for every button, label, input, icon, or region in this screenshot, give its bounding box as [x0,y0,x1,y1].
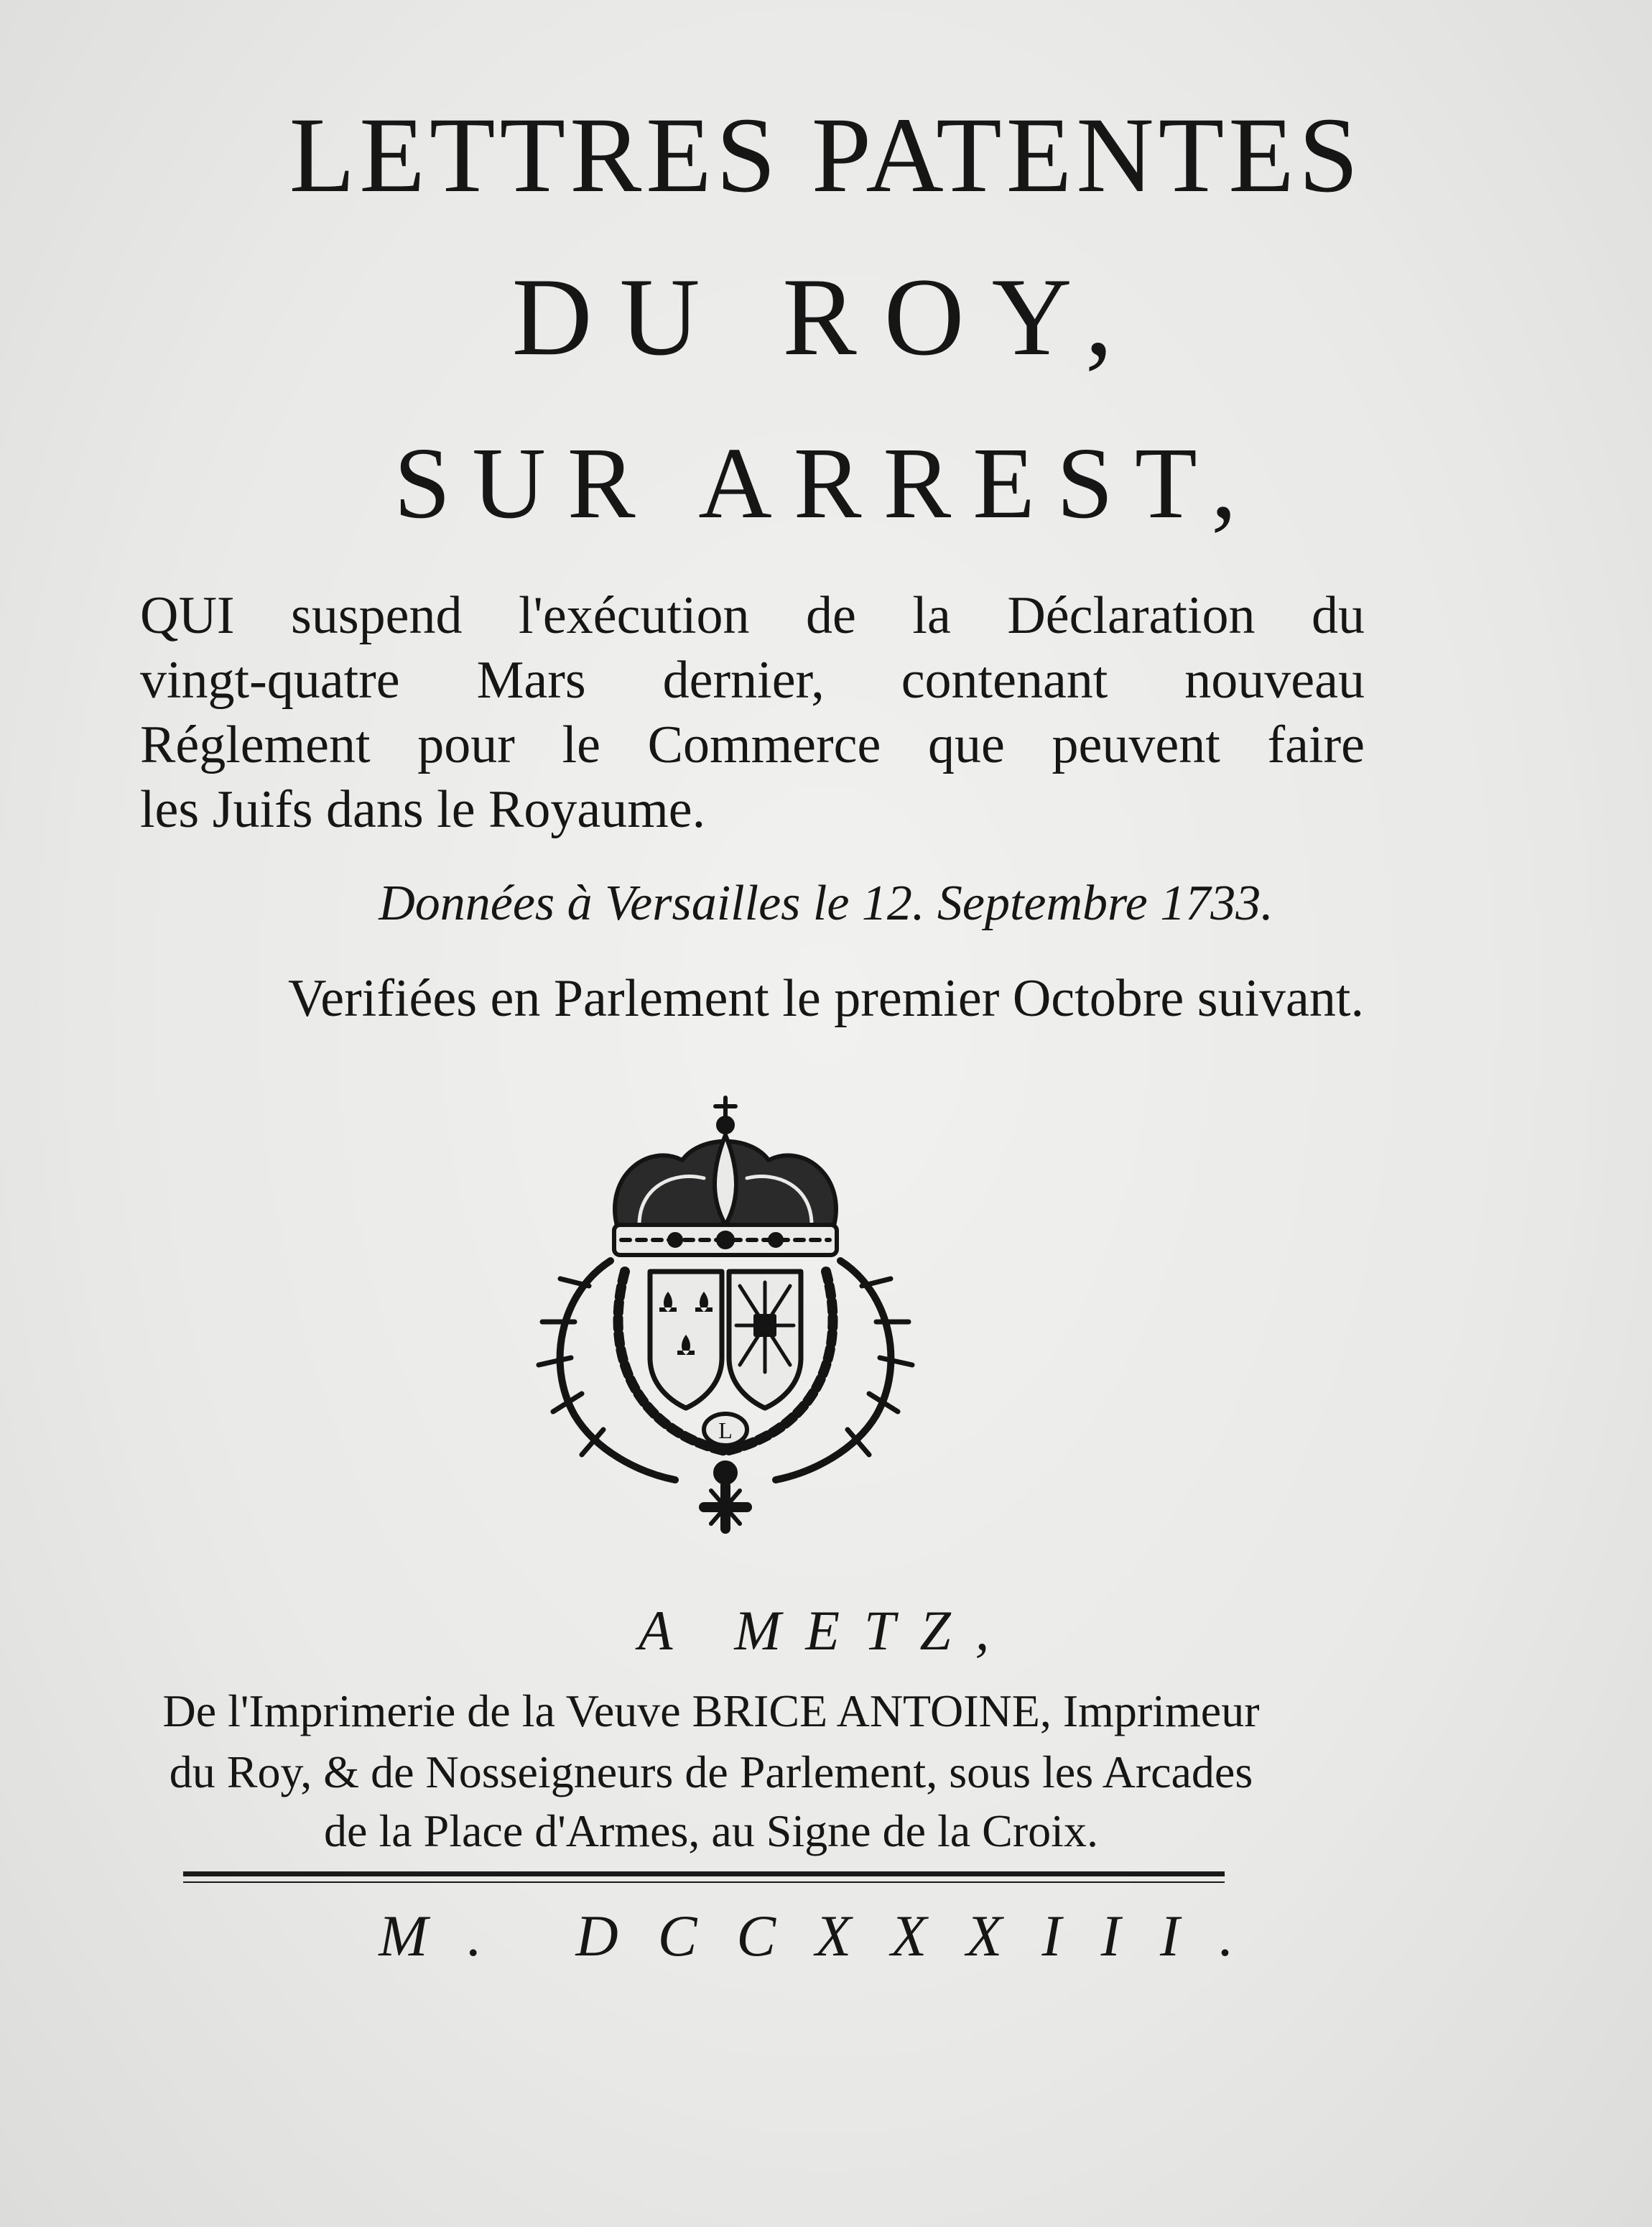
imprint-line-3: de la Place d'Armes, au Signe de la Croix. [324,1805,1098,1856]
imprint-year: M. DCCXXXIII. [379,1903,1273,1968]
imprint-line-1: De l'Imprimerie de la Veuve BRICE ANTOINE, Imprimeur [162,1685,1260,1736]
summary-line-3: Réglement pour le Commerce que peuvent faire [140,716,1365,774]
summary-line-2: vingt-quatre Mars dernier, contenant nouveau [140,651,1365,710]
summary-paragraph [140,583,1365,842]
title-line-1: LETTRES PATENTES [289,96,1363,215]
divider-rule-thin [183,1881,1225,1883]
summary-line-1: QUI suspend l'exécution de la Déclaration du [140,586,1365,645]
title-line-2: DU ROY, [511,255,1141,379]
title-line-3: SUR ARREST, [394,426,1258,540]
emblem-letter: L [718,1417,733,1443]
imprint-line-2: du Roy, & de Nosseigneurs de Parlement, sous les Arcades [169,1746,1253,1797]
royal-coat-of-arms-icon [532,1092,919,1537]
place-of-printing: A METZ, [638,1599,1014,1662]
verified-date: Verifiées en Parlement le premier Octobre suivant. [288,969,1364,1028]
summary-line-4: les Juifs dans le Royaume. [140,780,706,839]
divider-rule [183,1871,1225,1876]
given-date: Données à Versailles le 12. Septembre 1733. [379,876,1273,931]
